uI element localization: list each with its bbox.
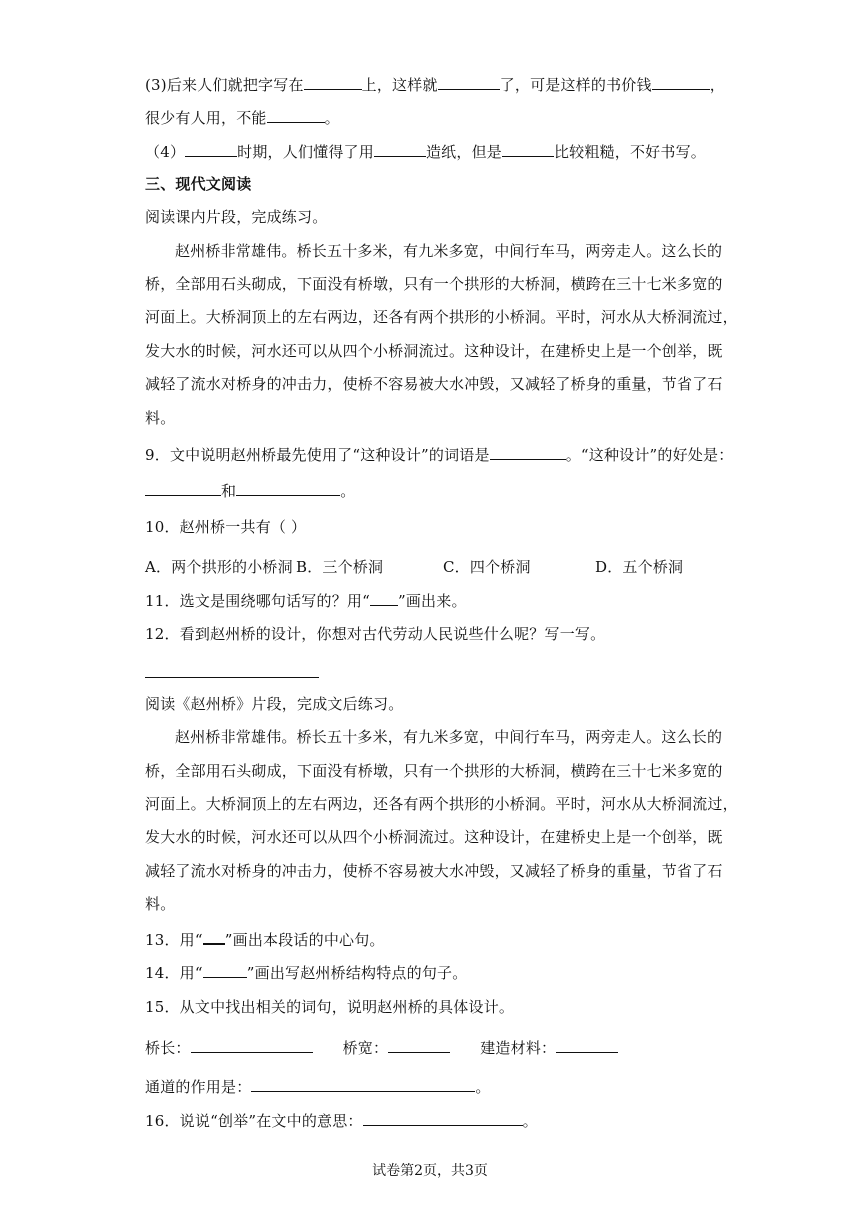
material-blank[interactable] [556, 1037, 618, 1053]
option-c[interactable]: C．四个桥洞 [443, 558, 531, 576]
answer-blank[interactable] [502, 141, 554, 157]
q3-text-a: (3)后来人们就把字写在 [145, 76, 304, 94]
option-b[interactable]: B．三个桥洞 [296, 558, 384, 576]
reading-1-line: 桥，全部用石头砌成，下面没有桥墩，只有一个拱形的大桥洞，横跨在三十七米多宽的 [145, 275, 723, 293]
answer-blank[interactable] [304, 74, 362, 90]
q4-text-c: 造纸，但是 [425, 143, 502, 161]
reading-2-line: 桥，全部用石头砌成，下面没有桥墩，只有一个拱形的大桥洞，横跨在三十七米多宽的 [145, 762, 723, 780]
reading-1-line: 料。 [145, 409, 176, 427]
question-15-fields [145, 1037, 618, 1058]
material-label: 建造材料： [480, 1039, 557, 1057]
question-12: 12．看到赵州桥的设计，你想对古代劳动人民说些什么呢？写一写。 [145, 625, 606, 643]
reading-2-line: 料。 [145, 895, 176, 913]
q14-text-b: ”画出写赵州桥结构特点的句子。 [246, 964, 468, 982]
question-11 [145, 591, 467, 611]
q3-text-b: 上，这样就 [361, 76, 438, 94]
question-13 [145, 930, 385, 950]
q3-text-f: 。 [324, 109, 340, 127]
answer-blank[interactable] [374, 141, 426, 157]
q9-text-c: 和 [221, 482, 237, 500]
q3-text-d: ， [709, 76, 725, 94]
q9-text-d: 。 [340, 482, 356, 500]
reading-2-line: 河面上。大桥洞顶上的左右两边，还各有两个拱形的小桥洞。平时，河水从大桥洞流过， [145, 795, 738, 813]
question-15-passage [145, 1076, 491, 1097]
q14-text-a: 14．用“ [145, 964, 203, 982]
reading-1-line: 发大水的时候，河水还可以从四个小桥洞流过。这种设计，在建桥史上是一个创举，既 [145, 342, 723, 360]
answer-blank[interactable] [185, 141, 237, 157]
underline-sample [370, 593, 398, 606]
q11-text-b: ”画出来。 [397, 592, 467, 610]
reading-2-intro: 阅读《赵州桥》片段，完成文后练习。 [145, 695, 404, 713]
question-14 [145, 963, 467, 983]
question-9-line-1 [145, 444, 733, 465]
bridge-width-label: 桥宽： [342, 1039, 389, 1057]
answer-line[interactable] [145, 677, 319, 678]
passage-end: 。 [475, 1078, 491, 1096]
reading-1-line: 赵州桥非常雄伟。桥长五十多米，有九米多宽，中间行车马，两旁走人。这么长的 [175, 242, 723, 260]
reading-2-line: 发大水的时候，河水还可以从四个小桥洞流过。这种设计，在建桥史上是一个创举，既 [145, 828, 723, 846]
question-4 [145, 141, 706, 162]
question-15: 15．从文中找出相关的词句，说明赵州桥的具体设计。 [145, 998, 515, 1016]
reading-1-line: 减轻了流水对桥身的冲击力，使桥不容易被大水冲毁，又减轻了桥身的重量，节省了石 [145, 375, 723, 393]
question-3-line-2 [145, 107, 340, 128]
answer-blank[interactable] [267, 107, 325, 123]
passage-blank[interactable] [251, 1076, 475, 1092]
page-footer: 试卷第2页，共3页 [372, 1163, 488, 1179]
option-d[interactable]: D．五个桥洞 [595, 558, 684, 576]
underline-sample [203, 965, 247, 978]
q13-text-a: 13．用“ [145, 931, 203, 949]
question-16 [145, 1110, 538, 1131]
q9-text-b: 。“这种设计”的好处是： [565, 446, 734, 464]
q4-text-a: （4） [145, 143, 186, 161]
section-title: 三、现代文阅读 [145, 175, 252, 193]
answer-blank[interactable] [363, 1110, 523, 1126]
option-a[interactable]: A．两个拱形的小桥洞 [145, 558, 293, 576]
answer-blank[interactable] [145, 480, 221, 496]
q9-text-a: 9．文中说明赵州桥最先使用了“这种设计”的词语是 [145, 446, 490, 464]
reading-2-line: 减轻了流水对桥身的冲击力，使桥不容易被大水冲毁，又减轻了桥身的重量，节省了石 [145, 862, 723, 880]
q3-text-e: 很少有人用，不能 [145, 109, 267, 127]
answer-blank[interactable] [438, 74, 500, 90]
passage-label: 通道的作用是： [145, 1078, 252, 1096]
bridge-length-label: 桥长： [145, 1039, 191, 1057]
q16-text-b: 。 [522, 1112, 538, 1130]
question-9-line-2 [145, 480, 355, 501]
reading-1-line: 河面上。大桥洞顶上的左右两边，还各有两个拱形的小桥洞。平时，河水从大桥洞流过， [145, 308, 738, 326]
reading-1-intro: 阅读课内片段，完成练习。 [145, 208, 328, 226]
question-3-line-1 [145, 74, 725, 95]
q11-text-a: 11．选文是围绕哪句话写的？用“ [145, 592, 370, 610]
answer-blank[interactable] [652, 74, 710, 90]
bridge-length-blank[interactable] [191, 1037, 313, 1053]
q16-text-a: 16．说说“创举”在文中的意思： [145, 1112, 363, 1130]
answer-blank[interactable] [490, 444, 566, 460]
reading-2-line: 赵州桥非常雄伟。桥长五十多米，有九米多宽，中间行车马，两旁走人。这么长的 [175, 728, 723, 746]
underline-sample [203, 931, 225, 945]
q4-text-d: 比较粗糙，不好书写。 [553, 143, 706, 161]
bridge-width-blank[interactable] [388, 1037, 450, 1053]
q4-text-b: 时期，人们懂得了用 [237, 143, 374, 161]
question-10: 10．赵州桥一共有（ ） [145, 518, 307, 536]
q3-text-c: 了，可是这样的书价钱 [499, 76, 652, 94]
answer-blank[interactable] [236, 480, 340, 496]
q13-text-b: ”画出本段话的中心句。 [224, 931, 385, 949]
